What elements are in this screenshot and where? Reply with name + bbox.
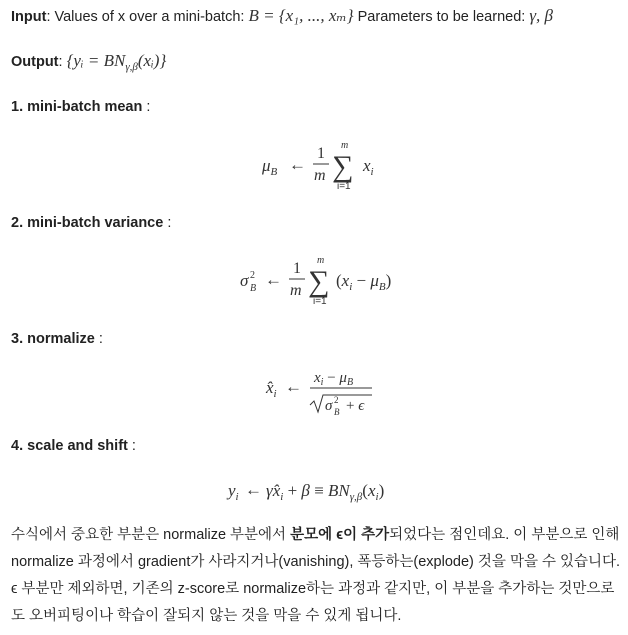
svg-text:B: B (334, 407, 340, 417)
svg-text:1: 1 (317, 145, 325, 162)
output-colon: : (58, 54, 67, 70)
svg-text:+ ϵ: + ϵ (346, 398, 365, 414)
variance-equation (0, 253, 628, 309)
svg-text:i=1: i=1 (337, 181, 351, 192)
svg-text:1: 1 (293, 260, 301, 277)
svg-text:m: m (314, 167, 326, 184)
step-1-heading: 1. mini-batch mean : (11, 99, 151, 115)
svg-text:2: 2 (334, 395, 339, 405)
svg-text:←: ← (285, 377, 302, 396)
svg-text:xi: $x_i$ (363, 156, 374, 178)
input-set-formula: B = {x₁, ..., xₘ} (248, 6, 354, 25)
output-formula: {yᵢ = BN (66, 51, 126, 70)
svg-text:2: 2 (250, 270, 255, 281)
svg-text:x̂i: $x̂_i$ (266, 378, 277, 400)
input-line (11, 6, 553, 26)
svg-text:←: ← (245, 480, 262, 499)
svg-text:∑: ∑ (308, 265, 330, 298)
output-formula-end: (xᵢ)} (137, 51, 167, 70)
svg-text:m: m (317, 255, 325, 266)
svg-text:←: ← (265, 270, 282, 289)
svg-text:B: B (250, 283, 257, 294)
svg-text:m: m (341, 140, 349, 151)
normalize-equation (0, 363, 628, 419)
svg-text:m: m (290, 282, 302, 299)
svg-text:(xi − μB): $(x_i - \mu_B)$ (336, 271, 392, 293)
svg-text:∑: ∑ (332, 150, 354, 183)
mean-equation (0, 138, 628, 194)
input-description: : Values of x over a mini-batch: (46, 9, 249, 25)
svg-text:σ: σ (325, 398, 333, 414)
input-params-text: Parameters to be learned: (353, 9, 530, 25)
output-label: Output (11, 54, 59, 70)
svg-text:σ: σ (240, 271, 249, 290)
input-params-formula: γ, β (529, 6, 553, 25)
svg-text:i=1: i=1 (313, 296, 327, 307)
svg-text:γx̂i + β ≡ BNγ,β(xi): $\gamma x̂_i + \beta \equiv BN_{\gamma,\beta}(x_i)$ (266, 481, 385, 503)
svg-text:μB: $\mu_B$ (262, 156, 278, 178)
output-formula-sub: γ,β (125, 60, 138, 73)
svg-text:yi: $y_i$ (228, 481, 239, 503)
step-4-heading: 4. scale and shift : (11, 438, 136, 454)
output-line (11, 51, 166, 73)
input-label: Input (11, 9, 47, 25)
explanation-paragraph: 수식에서 중요한 부분은 normalize 부분에서 분모에 ϵ이 추가되었다는 점인데요. 이 부분으로 인해 normalize 과정에서 gradient가 사라지거나(vanishing), 폭등하는(explode) 것을 막을 수 있습니다. ϵ 부분만 제외하면, 기존의 z-score로 normalize하는 과정과 같지만, 이 부분을 추가하는 것만으로도 오버피팅이나 학습이 잘되지 않는 것을 막을 수 있게 됩니다. (11, 527, 621, 624)
svg-text:←: ← (289, 155, 306, 174)
svg-text:xi − μB: $x_i - \mu_B$ (314, 370, 354, 388)
step-2-heading: 2. mini-batch variance : (11, 215, 172, 231)
step-3-heading: 3. normalize : (11, 331, 103, 347)
scale-shift-equation (0, 474, 628, 510)
highlight-epsilon: 분모에 ϵ이 추가 (290, 527, 390, 543)
